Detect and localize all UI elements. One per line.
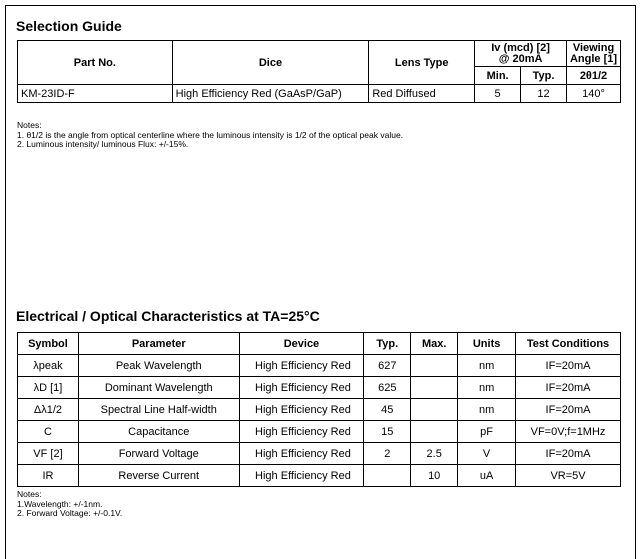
cell-max <box>411 399 458 421</box>
electrical-note: 1.Wavelength: +/-1nm. <box>17 498 103 509</box>
cell-max <box>411 421 458 443</box>
selection-guide-table <box>17 40 621 103</box>
table-row <box>18 377 621 399</box>
table-row <box>18 421 621 443</box>
cell-conditions: VF=0V;f=1MHz <box>516 421 621 443</box>
header-part-no: Part No. <box>18 41 173 85</box>
cell-parameter: Reverse Current <box>78 465 239 487</box>
cell-dice: High Efficiency Red (GaAsP/GaP) <box>172 85 369 103</box>
header-test-conditions: Test Conditions <box>516 333 621 355</box>
cell-min: 5 <box>475 85 521 103</box>
datasheet-page <box>5 5 636 559</box>
electrical-table <box>17 332 621 487</box>
electrical-note: 2. Forward Voltage: +/-0.1V. <box>17 508 123 518</box>
header-iv-line2: @ 20mA <box>498 52 543 65</box>
table-row <box>18 399 621 421</box>
header-iv <box>475 41 567 67</box>
cell-conditions: IF=20mA <box>516 443 621 465</box>
cell-max: 2.5 <box>411 443 458 465</box>
table-row <box>18 443 621 465</box>
cell-parameter: Forward Voltage <box>78 443 239 465</box>
header-parameter: Parameter <box>78 333 239 355</box>
cell-units: pF <box>458 421 516 443</box>
electrical-title: Electrical / Optical Characteristics at TA=25°C <box>16 308 320 324</box>
header-viewing-line1: Viewing <box>572 41 615 54</box>
header-units: Units <box>458 333 516 355</box>
selection-notes <box>17 121 403 150</box>
header-viewing-sub: 2θ1/2 <box>567 67 621 85</box>
cell-part-no: KM-23ID-F <box>18 85 173 103</box>
cell-device: High Efficiency Red <box>239 355 364 377</box>
cell-parameter: Capacitance <box>78 421 239 443</box>
cell-symbol: IR <box>18 465 79 487</box>
cell-conditions: VR=5V <box>516 465 621 487</box>
cell-typ <box>364 465 411 487</box>
cell-device: High Efficiency Red <box>239 443 364 465</box>
cell-units: V <box>458 443 516 465</box>
cell-typ: 625 <box>364 377 411 399</box>
cell-device: High Efficiency Red <box>239 399 364 421</box>
cell-symbol: λD [1] <box>18 377 79 399</box>
table-row <box>18 355 621 377</box>
cell-units: nm <box>458 355 516 377</box>
electrical-note: Notes: <box>17 489 42 499</box>
header-max: Max. <box>411 333 458 355</box>
cell-conditions: IF=20mA <box>516 377 621 399</box>
cell-units: nm <box>458 377 516 399</box>
cell-device: High Efficiency Red <box>239 377 364 399</box>
cell-symbol: C <box>18 421 79 443</box>
header-iv-line1: Iv (mcd) [2] <box>491 41 550 54</box>
cell-conditions: IF=20mA <box>516 399 621 421</box>
cell-typ: 15 <box>364 421 411 443</box>
cell-symbol: λpeak <box>18 355 79 377</box>
cell-lens-type: Red Diffused <box>369 85 475 103</box>
cell-symbol: VF [2] <box>18 443 79 465</box>
header-viewing-line2: Angle [1] <box>569 52 618 65</box>
header-symbol: Symbol <box>18 333 79 355</box>
header-device: Device <box>239 333 364 355</box>
header-min: Min. <box>475 67 521 85</box>
selection-note: Notes: <box>17 120 42 130</box>
cell-typ: 45 <box>364 399 411 421</box>
cell-max <box>411 377 458 399</box>
cell-angle: 140° <box>567 85 621 103</box>
cell-units: uA <box>458 465 516 487</box>
cell-max: 10 <box>411 465 458 487</box>
cell-typ: 2 <box>364 443 411 465</box>
cell-device: High Efficiency Red <box>239 465 364 487</box>
table-row <box>18 465 621 487</box>
header-lens-type: Lens Type <box>369 41 475 85</box>
cell-symbol: Δλ1/2 <box>18 399 79 421</box>
cell-typ: 627 <box>364 355 411 377</box>
cell-conditions: IF=20mA <box>516 355 621 377</box>
cell-parameter: Spectral Line Half-width <box>78 399 239 421</box>
cell-parameter: Peak Wavelength <box>78 355 239 377</box>
header-viewing-angle <box>567 41 621 67</box>
cell-typ: 12 <box>521 85 567 103</box>
header-dice: Dice <box>172 41 369 85</box>
cell-parameter: Dominant Wavelength <box>78 377 239 399</box>
cell-max <box>411 355 458 377</box>
selection-guide-title: Selection Guide <box>16 18 122 34</box>
electrical-notes <box>17 490 122 519</box>
cell-units: nm <box>458 399 516 421</box>
selection-note: 2. Luminous intensity/ luminous Flux: +/-15%. <box>17 139 189 149</box>
table-row <box>18 85 621 103</box>
cell-device: High Efficiency Red <box>239 421 364 443</box>
selection-note: 1. θ1/2 is the angle from optical centerline where the luminous intensity is 1/2 of the optical peak value. <box>17 129 404 140</box>
header-typ: Typ. <box>364 333 411 355</box>
header-typ: Typ. <box>521 67 567 85</box>
